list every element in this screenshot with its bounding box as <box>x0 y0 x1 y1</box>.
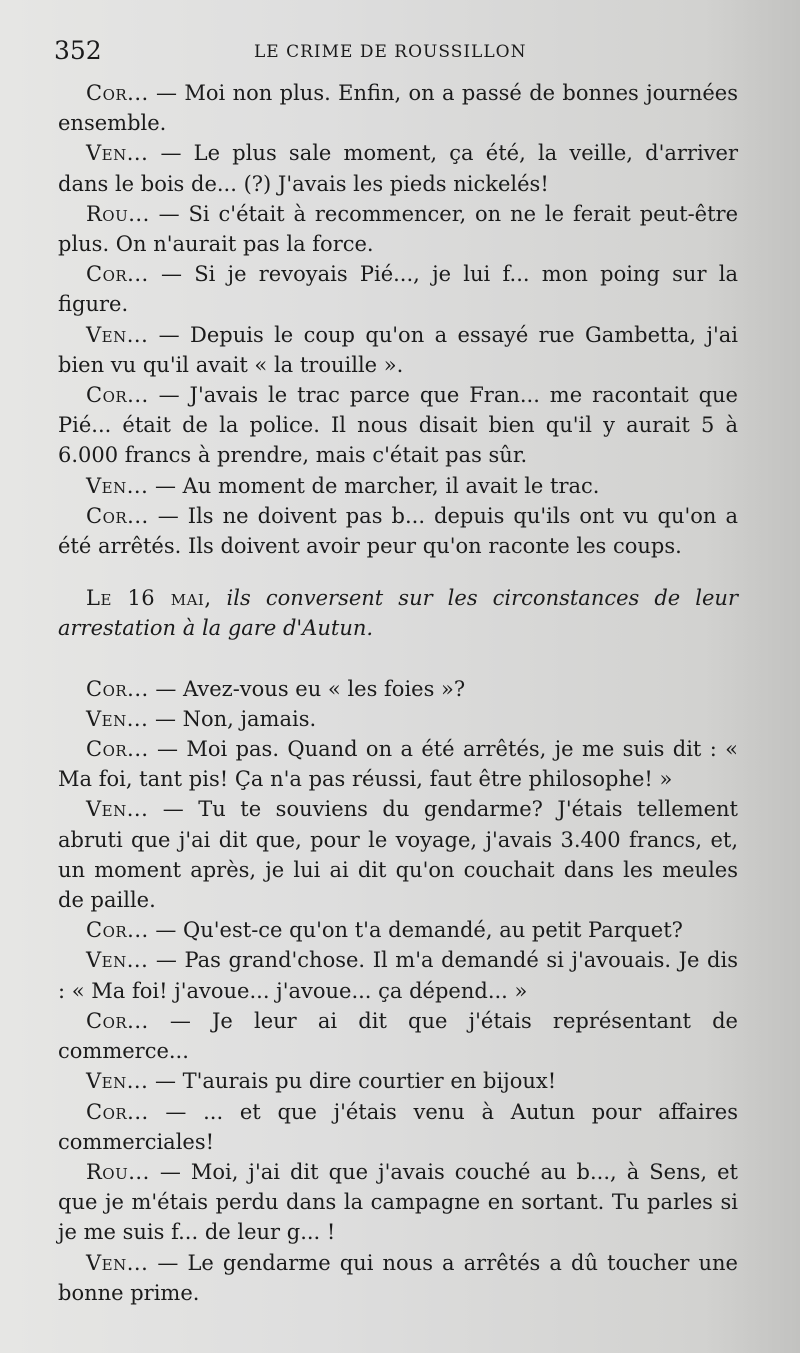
utterance: — T'aurais pu dire courtier en bijoux! <box>148 1069 557 1094</box>
dialogue-line <box>58 320 738 380</box>
dialogue-line <box>58 734 738 794</box>
intro-date: Le 16 mai, <box>86 586 212 611</box>
page-number: 352 <box>54 36 102 65</box>
dialogue-line <box>58 1157 738 1248</box>
section-intro <box>58 583 738 643</box>
utterance: — Depuis le coup qu'on a essayé rue Gambetta, j'ai bien vu qu'il avait « la trouille ». <box>58 322 738 377</box>
utterance: — Avez-vous eu « les foies »? <box>148 676 466 701</box>
dialogue-line <box>58 199 738 259</box>
dialogue-line <box>58 1066 738 1096</box>
speaker: Rou... <box>86 1159 150 1184</box>
dialogue-line <box>58 945 738 1005</box>
utterance: — Au moment de marcher, il avait le trac. <box>148 473 600 498</box>
utterance: — Ils ne doivent pas b... depuis qu'ils ont vu qu'on a été arrêtés. Ils doivent avoir peur qu'on raconte les coups. <box>58 503 738 559</box>
utterance: — Qu'est-ce qu'on t'a demandé, au petit Parquet? <box>148 918 683 943</box>
utterance: — Pas grand'chose. Il m'a demandé si j'avouais. Je dis : « Ma foi! j'avoue... j'avoue... ça dépend... » <box>58 948 738 1003</box>
utterance: — Non, jamais. <box>148 706 317 731</box>
speaker: Ven... <box>86 948 149 973</box>
utterance: — Si je revoyais Pié..., je lui f... mon poing sur la figure. <box>58 262 738 317</box>
speaker: Ven... <box>86 141 149 166</box>
speaker: Cor... <box>86 1099 149 1124</box>
running-title: LE CRIME DE ROUSSILLON <box>254 42 527 62</box>
utterance: — Le plus sale moment, ça été, la veille, d'arriver dans le bois de... (?) J'avais les pieds nickelés! <box>58 141 738 196</box>
speaker: Cor... <box>86 918 149 943</box>
dialogue-line <box>58 138 738 198</box>
dialogue-line <box>58 78 738 138</box>
dialogue-line <box>58 915 738 945</box>
dialogue-line <box>58 471 738 501</box>
dialogue-line <box>58 380 738 471</box>
speaker: Ven... <box>86 797 149 822</box>
speaker: Ven... <box>86 1250 149 1275</box>
speaker: Cor... <box>86 81 149 105</box>
dialogue-line <box>58 1097 738 1157</box>
utterance: — Moi, j'ai dit que j'avais couché au b..., à Sens, et que je m'étais perdu dans la campagne en sortant. Tu parles si je me suis f... de leur g... ! <box>58 1159 738 1245</box>
utterance: — Tu te souviens du gendarme? J'étais tellement abruti que j'ai dit que, pour le voyage, j'avais 3.400 francs, et, un moment après, je lui ai dit qu'on couchait dans les meules de paille. <box>58 797 738 913</box>
dialogue-line <box>58 259 738 319</box>
utterance: — J'avais le trac parce que Fran... me racontait que Pié... était de la police. Il nous disait bien qu'il y aurait 5 à 6.000 francs à prendre, mais c'était pas sûr. <box>58 383 738 468</box>
speaker: Cor... <box>86 676 149 701</box>
speaker: Ven... <box>86 473 149 498</box>
dialogue-line <box>58 1248 738 1308</box>
utterance: — ... et que j'étais venu à Autun pour affaires commerciales! <box>58 1099 738 1154</box>
speaker: Ven... <box>86 706 149 731</box>
dialogue-line <box>58 794 738 915</box>
dialogue-line <box>58 704 738 734</box>
dialogue-line <box>58 501 738 561</box>
utterance: — Si c'était à recommencer, on ne le ferait peut-être plus. On n'aurait pas la force. <box>58 201 738 257</box>
speaker: Cor... <box>86 383 149 408</box>
speaker: Rou... <box>86 201 150 226</box>
speaker: Ven... <box>86 1069 149 1094</box>
intro-text: ils conversent sur les circonstances de leur arrestation à la gare d'Autun. <box>58 586 738 641</box>
speaker: Cor... <box>86 503 149 528</box>
dialogue-line <box>58 1006 738 1066</box>
utterance: — Moi pas. Quand on a été arrêtés, je me suis dit : « Ma foi, tant pis! Ça n'a pas réussi, faut être philosophe! » <box>58 737 738 792</box>
utterance: — Moi non plus. Enfin, on a passé de bonnes journées ensemble. <box>58 81 738 136</box>
speaker: Ven... <box>86 322 149 347</box>
speaker: Cor... <box>86 1008 149 1033</box>
utterance: — Le gendarme qui nous a arrêtés a dû toucher une bonne prime. <box>58 1250 738 1305</box>
page-header <box>54 36 744 76</box>
utterance: — Je leur ai dit que j'étais représentant de commerce... <box>58 1008 738 1064</box>
speaker: Cor... <box>86 737 149 762</box>
speaker: Cor... <box>86 262 149 287</box>
dialogue-line <box>58 674 738 704</box>
page-body <box>58 78 738 1308</box>
